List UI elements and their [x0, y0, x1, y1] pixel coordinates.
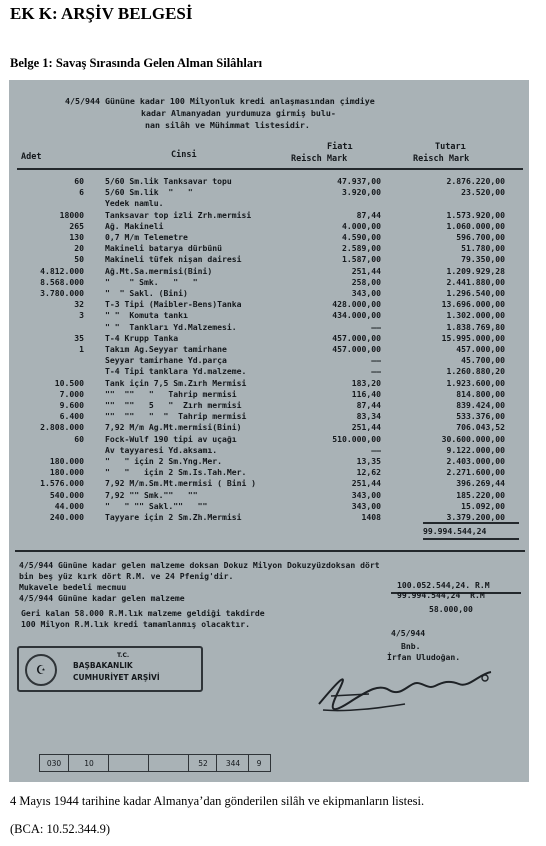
- table-row: [9, 198, 529, 209]
- cell-adet: 60: [74, 176, 84, 186]
- cell-adet: 7.000: [59, 388, 84, 399]
- table-row: [9, 344, 529, 355]
- contract-total: 100.052.544,24. R.M: [397, 580, 490, 590]
- cell-adet: 3.780.000: [40, 288, 84, 298]
- cell-tutar: 1.209.929,28: [446, 265, 505, 276]
- col-header-cinsi: Cinsi: [171, 150, 197, 160]
- cell-tutar: 13.696.000,00: [441, 299, 505, 310]
- cell-adet: 6: [79, 187, 84, 198]
- ref-cell-7: 9: [256, 758, 262, 768]
- cell-cinsi: Fock-Wulf 190 tipi av uçağı: [105, 433, 237, 444]
- cell-cinsi: "" "" " " Tahrip mermisi: [105, 411, 247, 422]
- cell-cinsi: " " için 2 Sm.Yng.Mer.: [105, 456, 222, 466]
- cell-fiyat: 116,40: [351, 388, 381, 399]
- cell-tutar: 23.520,00: [461, 187, 505, 198]
- col-header-fiyat-unit: Reisch Mark: [291, 154, 348, 164]
- cell-tutar: 2.403.000,00: [446, 456, 505, 466]
- ref-cell-3: [110, 755, 149, 771]
- cell-adet: 44.000: [54, 500, 84, 511]
- table-row: [9, 445, 529, 456]
- footer-line-6: 100 Milyon R.M.lık kredi tamamlanmış olacaktır.: [21, 619, 251, 629]
- table-row: [9, 467, 529, 478]
- cell-tutar: 1.838.769,80: [446, 321, 505, 332]
- cell-adet: 1.576.000: [40, 478, 84, 489]
- cell-tutar: 1.260.880,20: [446, 366, 505, 377]
- table-row: [9, 310, 529, 321]
- footer-line-2: bin beş yüz kırk dört R.M. ve 24 Pfenig'dir.: [19, 571, 234, 581]
- cell-fiyat: ——: [371, 355, 381, 366]
- cell-fiyat: 457.000,00: [332, 332, 381, 343]
- cell-tutar: 15.995.000,00: [441, 332, 505, 343]
- ref-cell-1: 030: [40, 755, 69, 771]
- cell-fiyat: 4.590,00: [342, 232, 381, 242]
- ref-cell-6: 344: [218, 755, 249, 771]
- cell-cinsi: Tayyare için 2 Sm.Zh.Mermisi: [105, 512, 242, 522]
- doc-title-line-2: kadar Almanyadan yurdumuza girmiş bulu-: [141, 108, 336, 118]
- crescent-star-icon: ☪: [25, 654, 57, 686]
- cell-cinsi: T-4 Tipi tanklara Yd.malzeme.: [105, 366, 247, 377]
- cell-tutar: 79.350,00: [461, 254, 505, 265]
- cell-fiyat: 251,44: [351, 422, 381, 433]
- remaining-amount: 58.000,00: [429, 604, 473, 614]
- cell-adet: 2.808.000: [40, 422, 84, 433]
- cell-fiyat: 87,44: [356, 400, 381, 410]
- cell-tutar: 1.923.600,00: [446, 377, 505, 388]
- cell-tutar: 596.700,00: [456, 232, 505, 242]
- cell-fiyat: 47.937,00: [337, 176, 381, 186]
- cell-tutar: 1.573.920,00: [446, 209, 505, 220]
- stamp-line-3: CUMHURİYET ARŞİVİ: [73, 673, 160, 682]
- cell-cinsi: 5/60 Sm.lik Tanksavar topu: [105, 176, 232, 186]
- cell-tutar: 839.424,00: [456, 400, 505, 410]
- signer-title: Bnb.: [401, 641, 421, 651]
- cell-cinsi: Tanksavar top izli Zrh.mermisi: [105, 209, 252, 220]
- cell-adet: 32: [74, 299, 84, 310]
- cell-cinsi: " " Sakl. (Bini): [105, 288, 188, 298]
- table-row: [9, 366, 529, 377]
- cell-cinsi: " " Komuta tankı: [105, 310, 188, 321]
- cell-fiyat: 343,00: [351, 500, 381, 511]
- grand-total: 99.994.544,24: [423, 526, 487, 536]
- cell-adet: 50: [74, 254, 84, 265]
- cell-tutar: 396.269,44: [456, 478, 505, 489]
- cell-cinsi: Tank için 7,5 Sm.Zırh Mermisi: [105, 377, 247, 388]
- cell-fiyat: 13,35: [356, 456, 381, 466]
- cell-fiyat: 4.000,00: [342, 220, 381, 231]
- archive-source: (BCA: 10.52.344.9): [10, 822, 110, 836]
- cell-tutar: 30.600.000,00: [441, 433, 505, 444]
- cell-cinsi: Makineli batarya dürbünü: [105, 243, 222, 254]
- cell-tutar: 51.780,00: [461, 243, 505, 254]
- ref-cell-4: [150, 755, 189, 771]
- cell-cinsi: 7,92 "" Smk."" "": [105, 489, 198, 500]
- cell-cinsi: Yedek namlu.: [105, 198, 164, 209]
- cell-adet: 3: [79, 310, 84, 321]
- cell-cinsi: " " Smk. " ": [105, 276, 198, 287]
- col-header-fiyat: Fiatı: [327, 142, 353, 152]
- cell-tutar: 2.441.880,00: [446, 276, 505, 287]
- footer-line-4: 4/5/944 Gününe kadar gelen malzeme: [19, 593, 185, 603]
- ref-cell-2: 10: [70, 755, 109, 771]
- cell-tutar: 1.296.540,00: [446, 288, 505, 298]
- cell-cinsi: " " için 2 Sm.Is.Tah.Mer.: [105, 467, 247, 478]
- table-row: [9, 210, 529, 221]
- table-row: [9, 478, 529, 489]
- cell-adet: 8.568.000: [40, 276, 84, 287]
- col-header-tutar-unit: Reisch Mark: [413, 154, 470, 164]
- cell-tutar: 9.122.000,00: [446, 444, 505, 455]
- cell-tutar: 45.700,00: [461, 355, 505, 366]
- table-row: [9, 456, 529, 467]
- cell-fiyat: 343,00: [351, 288, 381, 298]
- table-row: [9, 422, 529, 433]
- cell-adet: 1: [79, 344, 84, 354]
- cell-fiyat: ——: [371, 444, 381, 455]
- cell-fiyat: ——: [371, 321, 381, 332]
- cell-cinsi: T-3 Tipi (Maibler-Bens)Tanka: [105, 299, 242, 310]
- col-header-adet: Adet: [21, 152, 42, 162]
- footer-rule: [15, 550, 525, 552]
- cell-fiyat: 457.000,00: [332, 344, 381, 354]
- cell-cinsi: Takım Ag.Seyyar tamirhane: [105, 344, 227, 354]
- figure-caption: 4 Mayıs 1944 tarihine kadar Almanya’dan gönderilen silâh ve ekipmanların listesi.: [10, 794, 425, 808]
- table-row: [9, 501, 529, 512]
- cell-cinsi: " " Tankları Yd.Malzemesi.: [105, 321, 237, 332]
- footer-line-3: Mukavele bedeli mecmuu: [19, 582, 127, 592]
- table-row: [9, 322, 529, 333]
- cell-cinsi: "" "" 5 " Zırh mermisi: [105, 400, 242, 410]
- table-row: [9, 299, 529, 310]
- col-header-tutar: Tutarı: [435, 142, 466, 152]
- table-row: [9, 187, 529, 198]
- cell-fiyat: 83,34: [356, 411, 381, 422]
- cell-cinsi: 5/60 Sm.lik " ": [105, 187, 193, 198]
- cell-adet: 240.000: [49, 512, 84, 522]
- cell-tutar: 533.376,00: [456, 411, 505, 422]
- table-row: [9, 434, 529, 445]
- table-row: [9, 378, 529, 389]
- cell-adet: 180.000: [49, 467, 84, 478]
- cell-adet: 10.500: [54, 377, 84, 388]
- cell-cinsi: "" "" " Tahrip mermisi: [105, 388, 237, 399]
- total-rule-top: [423, 522, 519, 524]
- cell-tutar: 1.060.000,00: [446, 220, 505, 231]
- cell-fiyat: 3.920,00: [342, 187, 381, 198]
- table-row: [9, 333, 529, 344]
- header-rule: [17, 168, 523, 170]
- cell-adet: 265: [69, 220, 84, 231]
- cell-tutar: 706.043,52: [456, 422, 505, 433]
- cell-adet: 4.812.000: [40, 265, 84, 276]
- cell-fiyat: ——: [371, 366, 381, 377]
- delivered-total: 99.994.544,24 R.M: [397, 590, 485, 600]
- table-row: [9, 400, 529, 411]
- cell-adet: 180.000: [49, 456, 84, 466]
- cell-fiyat: 258,00: [351, 276, 381, 287]
- table-row: [9, 232, 529, 243]
- cell-cinsi: Seyyar tamirhane Yd.parça: [105, 355, 227, 366]
- table-row: [9, 288, 529, 299]
- cell-tutar: 814.800,00: [456, 388, 505, 399]
- doc-title-line-1: 4/5/944 Gününe kadar 100 Milyonluk kredi anlaşmasından çimdiye: [65, 96, 375, 106]
- table-row: [9, 176, 529, 187]
- signature-date: 4/5/944: [391, 628, 426, 638]
- footer-line-5: Geri kalan 58.000 R.M.lık malzeme geldiği takdirde: [21, 608, 265, 618]
- table-row: [9, 266, 529, 277]
- document-subheading: Belge 1: Savaş Sırasında Gelen Alman Silâhları: [10, 56, 263, 70]
- archive-stamp: [17, 646, 203, 692]
- cell-fiyat: 251,44: [351, 478, 381, 489]
- page-heading: EK K: ARŞİV BELGESİ: [10, 4, 193, 23]
- cell-cinsi: " " "" Sakl."" "": [105, 500, 208, 511]
- cell-fiyat: 343,00: [351, 489, 381, 500]
- ref-cell-5: 52: [190, 755, 217, 771]
- table-row: [9, 254, 529, 265]
- cell-fiyat: 2.589,00: [342, 243, 381, 254]
- cell-adet: 60: [74, 433, 84, 444]
- cell-cinsi: 7,92 M/m Ag.Mt.mermisi(Bini): [105, 422, 242, 433]
- cell-fiyat: 12,62: [356, 467, 381, 478]
- table-row: [9, 277, 529, 288]
- cell-cinsi: 7,92 M/m.Sm.Mt.mermisi ( Bini ): [105, 478, 257, 489]
- cell-cinsi: Av tayyaresi Yd.aksamı.: [105, 444, 218, 455]
- cell-fiyat: 87,44: [356, 209, 381, 220]
- table-row: [9, 243, 529, 254]
- stamp-line-1: T.C.: [117, 652, 130, 659]
- cell-adet: 6.400: [59, 411, 84, 422]
- cell-adet: 130: [69, 232, 84, 242]
- signer-name: İrfan Uludoğan.: [387, 652, 461, 662]
- table-row: [9, 389, 529, 400]
- table-row: [9, 355, 529, 366]
- cell-adet: 18000: [59, 209, 84, 220]
- footer-line-1: 4/5/944 Gününe kadar gelen malzeme doksan Dokuz Milyon Dokuzyüzdoksan dört: [19, 560, 380, 570]
- cell-tutar: 457.000,00: [456, 344, 505, 354]
- cell-cinsi: Makineli tüfek nişan dairesi: [105, 254, 242, 265]
- cell-tutar: 2.271.600,00: [446, 467, 505, 478]
- cell-adet: 9.600: [59, 400, 84, 410]
- cell-fiyat: 183,20: [351, 377, 381, 388]
- table-row: [9, 221, 529, 232]
- table-row: [9, 411, 529, 422]
- total-rule-bottom: [423, 538, 519, 540]
- table-row: [9, 490, 529, 501]
- cell-fiyat: 428.000,00: [332, 299, 381, 310]
- cell-cinsi: Ağ. Makineli: [105, 220, 164, 231]
- cell-cinsi: 0,7 M/m Telemetre: [105, 232, 188, 242]
- cell-fiyat: 1.587,00: [342, 254, 381, 265]
- cell-tutar: 185.220,00: [456, 489, 505, 500]
- cell-cinsi: T-4 Krupp Tanka: [105, 332, 179, 343]
- scanned-document: [9, 80, 529, 782]
- handwritten-signature: [309, 660, 509, 720]
- cell-adet: 35: [74, 332, 84, 343]
- cell-tutar: 3.379.200,00: [446, 512, 505, 522]
- doc-title-line-3: nan silâh ve Mühimmat listesidir.: [145, 120, 310, 130]
- cell-adet: 20: [74, 243, 84, 254]
- cell-fiyat: 251,44: [351, 265, 381, 276]
- cell-adet: 540.000: [49, 489, 84, 500]
- cell-fiyat: 434.000,00: [332, 310, 381, 321]
- cell-fiyat: 510.000,00: [332, 433, 381, 444]
- cell-tutar: 1.302.000,00: [446, 310, 505, 321]
- cell-cinsi: Ağ.Mt.Sa.mermisi(Bini): [105, 265, 213, 276]
- cell-tutar: 2.876.220,00: [446, 176, 505, 186]
- cell-fiyat: 1408: [361, 512, 381, 522]
- stamp-line-2: BAŞBAKANLIK: [73, 661, 133, 670]
- archive-reference-box: [39, 754, 271, 772]
- cell-tutar: 15.092,00: [461, 500, 505, 511]
